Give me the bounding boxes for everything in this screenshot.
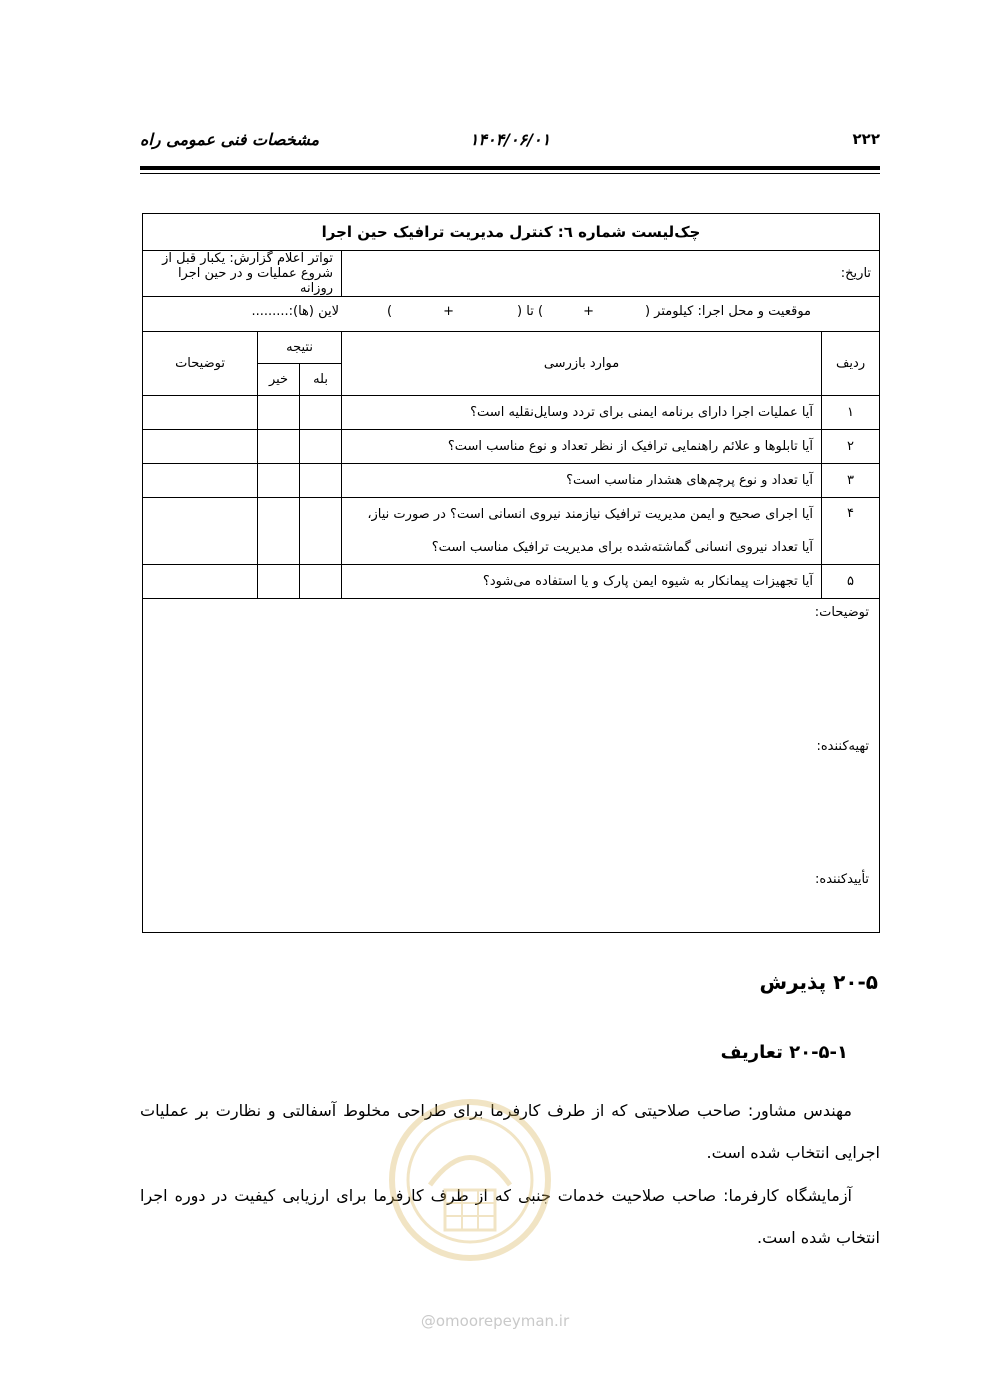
- watermark-text: @omoorepeyman.ir: [420, 1312, 570, 1330]
- notes-cell[interactable]: [143, 498, 258, 565]
- lane-label: لاین (ها):.........: [251, 304, 340, 319]
- location-plus-1: +: [583, 304, 595, 319]
- checklist-title: چک‌لیست شماره ٦: کنترل مدیریت ترافیک حین اجرا: [143, 214, 880, 251]
- location-plus-2: +: [443, 304, 455, 319]
- notes-cell[interactable]: [143, 464, 258, 498]
- signature-area[interactable]: [143, 599, 880, 933]
- row-question-line2: آیا تعداد نیروی انسانی گماشته‌شده برای مدیریت ترافیک مناسب است؟: [431, 540, 814, 555]
- header-title: مشخصات فنی عمومی راه: [140, 130, 320, 149]
- location-to-label: ) تا (: [517, 304, 544, 319]
- notes-label: توضیحات:: [814, 605, 870, 620]
- yes-cell[interactable]: [300, 430, 342, 464]
- frequency-cell: [143, 251, 342, 297]
- row-number: ۳: [822, 464, 880, 498]
- date-cell: [342, 251, 880, 297]
- prepared-by-label: تهیه‌کننده:: [816, 739, 870, 754]
- no-cell[interactable]: [258, 430, 300, 464]
- page-number: ۲۲۲: [852, 130, 880, 148]
- approved-by-label: تأییدکننده:: [815, 872, 870, 887]
- checklist-table: [142, 213, 880, 933]
- notes-cell[interactable]: [143, 565, 258, 599]
- location-close-paren: ): [386, 304, 393, 319]
- yes-cell[interactable]: [300, 565, 342, 599]
- col-notes-header: توضیحات: [143, 332, 258, 396]
- row-question: [342, 498, 822, 565]
- definition-paragraph-2: آزمایشگاه کارفرما: صاحب صلاحیت خدمات جنبی که از طرف کارفرما برای ارزیابی کیفیت در دوره اجرا انتخاب شده است.: [140, 1186, 880, 1247]
- table-row: [143, 464, 880, 498]
- row-question: آیا تجهیزات پیمانکار به شیوه ایمن پارک و یا استفاده می‌شود؟: [342, 565, 822, 599]
- no-cell[interactable]: [258, 396, 300, 430]
- date-label: تاریخ:: [840, 266, 872, 281]
- col-no-header: خیر: [258, 364, 300, 396]
- col-yes-header: بله: [300, 364, 342, 396]
- row-number: ۱: [822, 396, 880, 430]
- header-date: ۱۴۰۴/۰۶/۰۱: [469, 130, 551, 149]
- table-row: [143, 430, 880, 464]
- row-question: آیا عملیات اجرا دارای برنامه ایمنی برای تردد وسایل‌نقلیه است؟: [342, 396, 822, 430]
- header-rule-thin: [140, 173, 880, 174]
- frequency-label: تواتر اعلام گزارش: یکبار قبل از شروع عملیات و در حین اجرا روزانه: [162, 251, 334, 296]
- no-cell[interactable]: [258, 498, 300, 565]
- col-row-header: ردیف: [822, 332, 880, 396]
- yes-cell[interactable]: [300, 498, 342, 565]
- notes-cell[interactable]: [143, 396, 258, 430]
- col-result-header: نتیجه: [258, 332, 342, 364]
- no-cell[interactable]: [258, 464, 300, 498]
- table-row: [143, 498, 880, 565]
- no-cell[interactable]: [258, 565, 300, 599]
- table-row: [143, 565, 880, 599]
- row-number: ۴: [822, 498, 880, 565]
- row-question-line1: آیا اجرای صحیح و ایمن مدیریت ترافیک نیازمند نیروی انسانی است؟ در صورت نیاز،: [367, 507, 814, 522]
- notes-cell[interactable]: [143, 430, 258, 464]
- location-label: موقعیت و محل اجرا: کیلومتر (: [644, 304, 812, 319]
- col-items-header: موارد بازرسی: [342, 332, 822, 396]
- yes-cell[interactable]: [300, 464, 342, 498]
- page-header: [140, 128, 880, 158]
- section-heading: ۲۰-۵ پذیرش: [759, 970, 878, 994]
- row-question: آیا تابلوها و علائم راهنمایی ترافیک از نظر تعداد و نوع مناسب است؟: [342, 430, 822, 464]
- subsection-heading: ۲۰-۵-۱ تعاریف: [720, 1042, 848, 1063]
- location-cell: [143, 297, 880, 332]
- table-row: [143, 396, 880, 430]
- row-question: آیا تعداد و نوع پرچم‌های هشدار مناسب است؟: [342, 464, 822, 498]
- yes-cell[interactable]: [300, 396, 342, 430]
- row-number: ۵: [822, 565, 880, 599]
- header-rule-thick: [140, 166, 880, 170]
- row-number: ۲: [822, 430, 880, 464]
- definition-paragraph-1: مهندس مشاور: صاحب صلاحیتی که از طرف کارفرما برای طراحی مخلوط آسفالتی و نظارت بر عملیات اجرایی انتخاب شده است.: [140, 1101, 880, 1162]
